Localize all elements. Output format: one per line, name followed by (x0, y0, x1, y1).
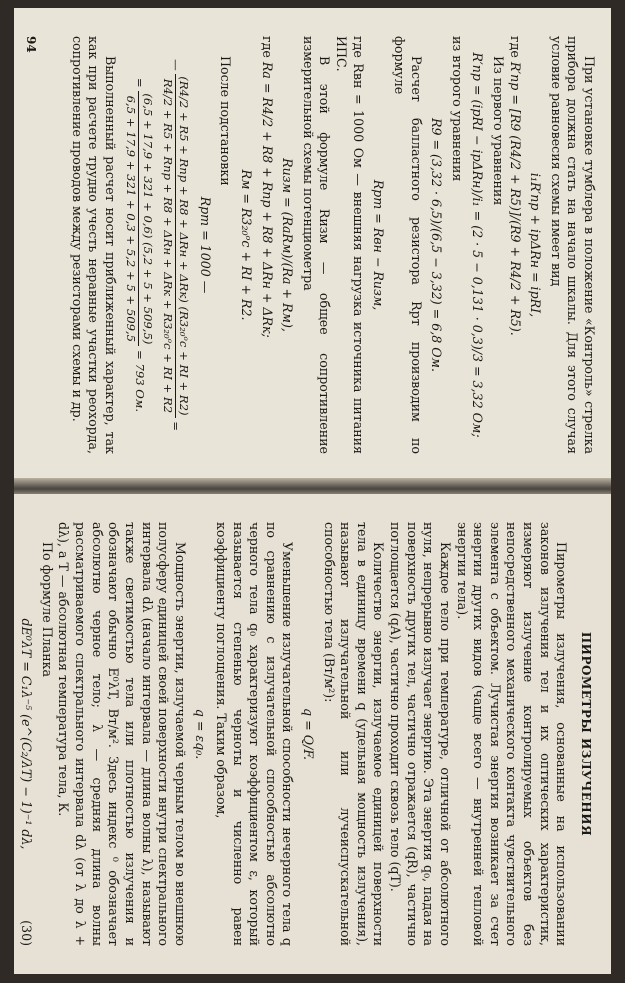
text: где (507, 36, 523, 58)
paragraph: Количество энергии, излучаемое единицей поверхности тела в единицу времени q (удельная мощность излучения), называют излучательной или лучеиспускательной способностью тела (Вт/м²): (321, 522, 387, 946)
paragraph: Пирометры излучения, основанные на использовании законов излучения тел и их оптических характеристик, измеряют излучение контролируемых объектов без непосредственного механического контакта чувствительного элемента с объектом. Лучистая энергия возникает за счет энергии других видов (чаще всего — внутренней тепловой энергии тела). (454, 522, 570, 946)
fraction-line: — (R4/2 + R5 + Rпр + R8 + ΔRн + ΔRк) (R3₂₀ᵒс + RI + R2) R4/2 + R5 + Rпр + R8 + ΔRн + ΔRк + R3₂₀ᵒс + RI + R2 = (160, 59, 192, 431)
paragraph: Выполненный расчет носит приближенный характер, так как при расчете трудно учесть неравные участки реохорда, сопротивление проводов между резисторами схемы и др. (69, 36, 119, 454)
equation: Rа = R4/2 + R8 + Rпр + R8 + ΔRн + ΔRк; (259, 61, 275, 338)
equation: R9 = (3,32 · 6,5)/(6,5 − 3,32) = 6,8 Ом. (429, 117, 445, 372)
paragraph: При установке тумблера в положение «Контроль» стрелка прибора должна стать на начало шкалы. Для этого случая условие равновесия схемы имеет вид (548, 36, 597, 454)
text: где (259, 36, 275, 58)
equation-result: = 793 Ом. (132, 350, 147, 413)
fraction-denominator: 6,5 + 17,9 + 321 + 0,3 + 5,2 + 5 + 509,5 (124, 95, 139, 343)
equation: q = εq₀. (193, 708, 209, 760)
left-page (14, 8, 611, 482)
right-page (14, 494, 611, 974)
paragraph: Из первого уравнения (490, 56, 506, 206)
fraction (160, 74, 192, 417)
paragraph: из второго уравнения (449, 36, 465, 182)
paragraph: Каждое тело при температуре, отличной от абсолютного нуля, непрерывно излучает энергию. Эта энергия q₀, падая на поверхность других тел, частично отражается (qR), частично поглощается (qA), частично проходит сквозь тело (qT). (388, 522, 453, 946)
equation: Rм = R3₂₀ᵒс + RI + R2. (239, 169, 255, 321)
paragraph: В этой формуле Rизм — общее сопротивление измерительной схемы потенциометра (300, 36, 333, 454)
equation: Rрт = Rвн − Rизм, (371, 179, 387, 311)
paragraph (258, 36, 275, 454)
fraction-denominator: R4/2 + R5 + Rпр + R8 + ΔRн + ΔRк + R3₂₀ᵒс + RI + R2 (160, 78, 175, 414)
equation: i₁R′пр + iрΔRн = iрRI, (528, 172, 544, 318)
paragraph: Расчет балластного резистора Rрт производим по формуле (391, 36, 424, 454)
section-heading: ПИРОМЕТРЫ ИЗЛУЧЕНИЯ (579, 631, 593, 837)
equation: Rрт = 1000 — (197, 196, 213, 294)
fraction-numerator: (R4/2 + R5 + Rпр + R8 + ΔRн + ΔRк) (R3₂₀ᵒс + RI + R2) (175, 74, 191, 417)
paragraph: Уменьшение излучательной способности нечерного тела q по сравнению с излучательной способностью абсолютно черного тела q₀ характеризуют коэффициентом ε, который называется степенью черноты и численно равен коэффициенту поглощения. Таким образом, (213, 522, 296, 946)
equation: q = Q/F. (301, 708, 317, 760)
fraction (123, 91, 155, 346)
paragraph: где Rвн = 1000 Ом — внешняя нагрузка источника питания ИПС. (334, 36, 366, 454)
paragraph (506, 36, 523, 454)
paragraph: По формуле Планка (39, 542, 55, 677)
equation: Rизм = (RаRм)/(Rа + Rм), (280, 158, 296, 332)
equation: dE⁰λT = C₁λ⁻⁵ (e^(C₂/λT) − 1)⁻¹ dλ, (19, 618, 35, 850)
numbered-equation (18, 522, 35, 946)
equation: R′пр = (iрRI − iрΔRн)/i₁ = (2 · 5 − 0,131 · 0,3)/3 = 3,32 Ом; (470, 52, 486, 438)
fraction-line: = (6,5 + 17,9 + 321 + 0,6) (5,2 + 5 + 509,5) 6,5 + 17,9 + 321 + 0,3 + 5,2 + 5 + 509,5 = 793 Ом. (124, 77, 155, 413)
paragraph: После подстановки (218, 56, 234, 186)
page-number: 94 (23, 36, 38, 53)
paragraph: Мощность энергии, излучаемой черным телом во внешнюю полусферу единицей своей поверхности внутри спектрального интервала dλ (начало интервала — длина волны λ), называют также светимостью тела или плотностью излучения и обозначают обычно E⁰λT, Вт/м². Здесь индекс ⁰ обозначает абсолютно черное тело; λ — средняя длина волны рассматриваемого спектрального интервала dλ (от λ до λ + dλ), а T — абсолютная температура тела, К. (56, 522, 188, 946)
equation-number: (30) (19, 920, 35, 946)
fraction-numerator: (6,5 + 17,9 + 321 + 0,6) (5,2 + 5 + 509,5) (138, 91, 154, 346)
equation: R′пр = [R9 (R4/2 + R5)]/(R9 + R4/2 + R5). (507, 61, 523, 336)
